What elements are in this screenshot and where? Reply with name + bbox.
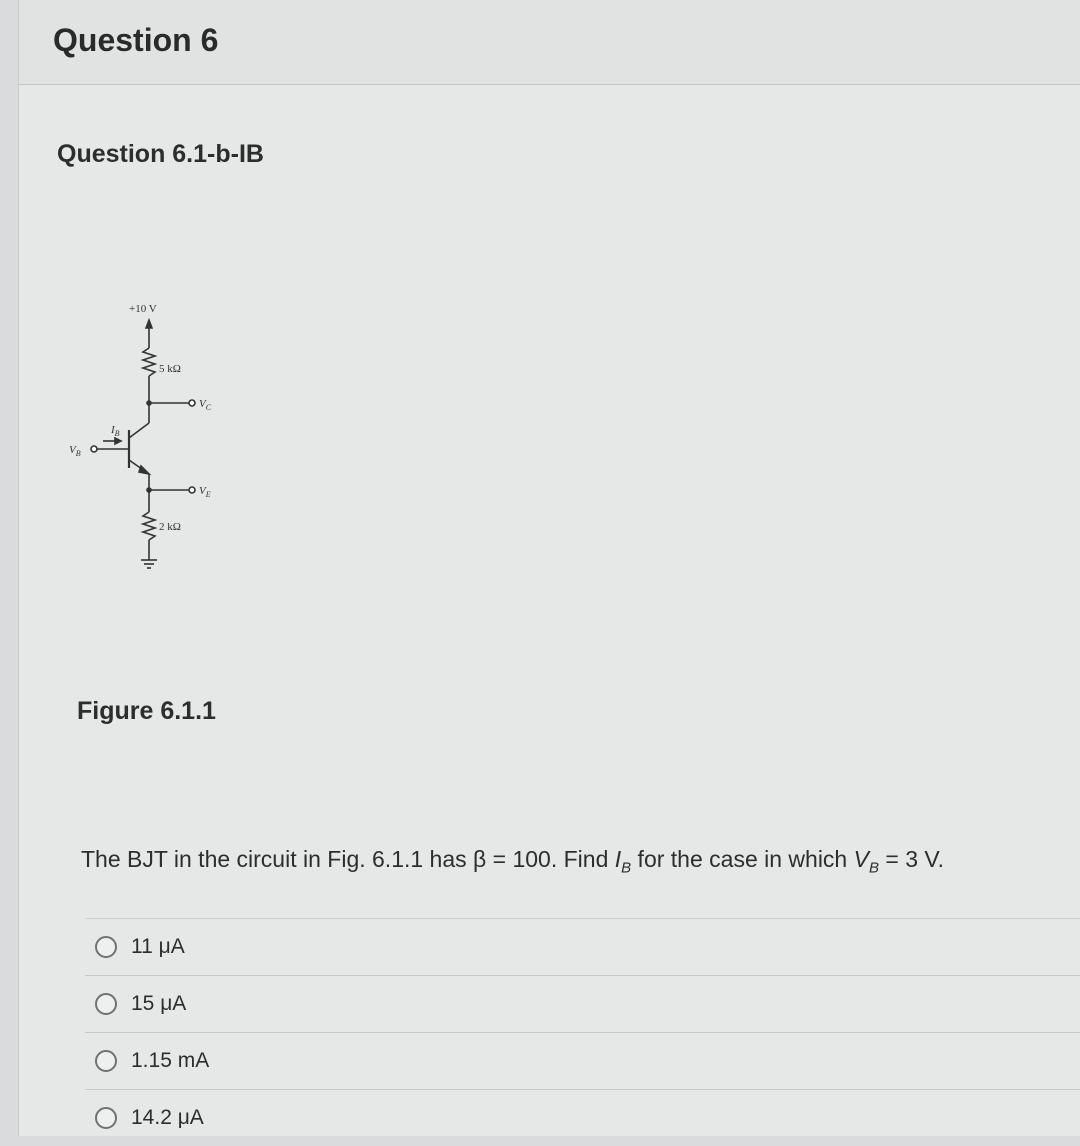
answer-label: 14.2 μA — [131, 1106, 204, 1129]
prompt-ib: $I_B$ — [614, 846, 632, 877]
answer-option[interactable] — [85, 1032, 1080, 1089]
vb-label: $V_B$ — [69, 444, 81, 458]
prompt-vb: $V_B$ — [853, 846, 879, 877]
question-title: Question 6 — [53, 22, 219, 58]
rc-label: 5 kΩ — [159, 363, 181, 375]
radio-button[interactable] — [95, 1107, 117, 1129]
question-prompt — [81, 846, 1080, 877]
circuit-diagram — [63, 290, 263, 590]
answer-options — [85, 918, 1080, 1146]
answer-option[interactable] — [85, 1089, 1080, 1146]
figure-caption: Figure 6.1.1 — [77, 697, 216, 725]
supply-label: +10 V — [129, 303, 157, 315]
supply-arrow — [146, 320, 152, 328]
vc-terminal — [189, 400, 195, 406]
emitter-arrow — [139, 466, 149, 474]
radio-button[interactable] — [95, 1050, 117, 1072]
answer-label: 15 μA — [131, 992, 187, 1015]
ib-label: $I_B$ — [111, 424, 120, 438]
prompt-text-1: The BJT in the circuit in Fig. 6.1.1 has β = 100. Find — [81, 846, 615, 872]
answer-option[interactable] — [85, 975, 1080, 1032]
vc-label: $V_C$ — [199, 398, 212, 412]
ve-label: $V_E$ — [199, 485, 211, 499]
ib-arrow — [115, 438, 121, 444]
re-label: 2 kΩ — [159, 521, 181, 533]
radio-button[interactable] — [95, 993, 117, 1015]
question-panel — [18, 0, 1080, 1136]
collector-lead — [129, 423, 149, 438]
answer-label: 1.15 mA — [131, 1049, 210, 1072]
answer-label: 11 μA — [131, 935, 185, 958]
answer-option[interactable] — [85, 918, 1080, 975]
rc-resistor — [143, 348, 155, 376]
prompt-text-2: for the case in which — [631, 846, 854, 872]
vb-terminal — [91, 446, 97, 452]
re-resistor — [143, 512, 155, 540]
question-header — [19, 0, 1080, 85]
radio-button[interactable] — [95, 936, 117, 958]
ve-terminal — [189, 487, 195, 493]
subquestion-title: Question 6.1-b-IB — [57, 140, 264, 168]
prompt-text-3: = 3 V. — [878, 846, 944, 872]
